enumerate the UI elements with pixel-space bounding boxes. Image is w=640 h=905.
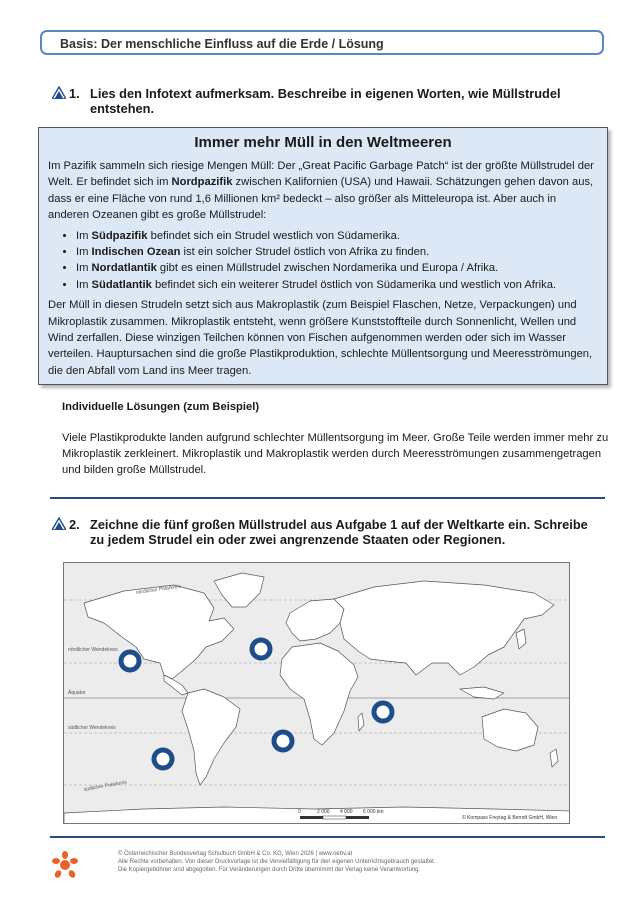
scale-label: 2 000 (317, 809, 330, 815)
worksheet-header (40, 30, 604, 55)
arctic-circle-label: nördlicher Polarkreis (135, 583, 182, 596)
info-box (38, 127, 608, 385)
info-paragraph-2: Der Müll in diesen Strudeln setzt sich aus Makroplastik (zum Beispiel Flaschen, Netze, Verpackungen) und Mikroplastik zusammen. Mikroplastik entsteht, wenn größere Kunststoffteile durch Sonnenlicht, Wellen und Wind zerfallen. Diese winzigen Teilchen können von Fischen aufgenommen werden oder sich im Wasser verteilen. Hauptursachen sind die große Plastikproduktion, schlechte Müllentsorgung und Meeresströmungen, die den Abfall vom Land ins Meer tragen. (48, 299, 593, 377)
task-2-text: Zeichne die fünf großen Müllstrudel aus Aufgabe 1 auf der Weltkarte ein. Schreibe zu jedem Strudel ein oder zwei angrenzende Staaten oder Regionen. (90, 517, 588, 547)
south-america-shape (182, 689, 240, 785)
gyre-list-item: • Im Südatlantik befindet sich ein weiterer Strudel östlich von Südamerika und westlich von Afrika. (76, 277, 598, 293)
solution-title: Individuelle Lösungen (zum Beispiel) (62, 401, 260, 413)
task-2-heading (52, 517, 612, 549)
africa-shape (280, 643, 358, 745)
info-box-title: Immer mehr Müll in den Weltmeeren (194, 134, 452, 151)
australia-shape (482, 709, 538, 751)
new-zealand-shape (550, 749, 558, 767)
task-1-text: Lies den Infotext aufmerksam. Beschreibe in eigenen Worten, wie Müllstrudel entstehen. (90, 86, 561, 116)
worksheet-title: Basis: Der menschliche Einfluss auf die Erde / Lösung (60, 37, 384, 51)
solution-text: Viele Plastikprodukte landen aufgrund schlechter Müllentsorgung im Meer. Große Teile werden immer mehr zu Mikroplastik zerkleinert. Mikroplastik und Makroplastik werden durch Meeresströmungen zusammengetragen und bilden große Müllstrudel. (62, 432, 609, 477)
madagascar-shape (358, 713, 364, 731)
info-paragraph-1: Im Pazifik sammeln sich riesige Mengen Müll: Der „Great Pacific Garbage Patch“ ist der größte Müllstrudel der Welt. Er befindet sich im Nordpazifik zwischen Kalifornien (USA) und Hawaii. Schätzungen gehen davon aus, dass er eine Fläche von rund 1,6 Millionen km² bedeckt – also größer als Mitteleuropa ist. Aber auch in anderen Ozeanen gibt es große Müllstrudel: (48, 160, 594, 222)
scale-label: 4 000 (340, 809, 353, 815)
difficulty-mountain-icon (52, 86, 66, 99)
garbage-patch-marker-north-atlantic (252, 640, 270, 658)
footer-text (118, 850, 598, 875)
task-1-heading (52, 86, 612, 118)
garbage-patch-marker-north-pacific (121, 652, 139, 670)
europe-shape (286, 599, 344, 641)
footer-line-1: © Österreichischer Bundesverlag Schulbuch GmbH & Co. KG, Wien 2026 | www.oebv.at (118, 851, 353, 857)
scale-label: 0 (298, 809, 301, 815)
central-america-shape (164, 675, 188, 695)
tropic-north-label: nördlicher Wendekreis (68, 647, 118, 653)
garbage-patch-marker-indian-ocean (374, 703, 392, 721)
antarctic-circle-label: südlicher Polarkreis (83, 779, 128, 793)
footer-line-3: Die Kopiergebühren sind abgegolten. Für Veränderungen durch Dritte übernimmt der Verlag keine Verantwortung. (118, 867, 421, 874)
japan-shape (516, 629, 526, 649)
gyre-list-item: • Im Südpazifik befindet sich ein Strudel westlich von Südamerika. (76, 228, 598, 244)
map-copyright: © Kompass Freytag & Berndt GmbH, Wien (462, 815, 558, 821)
task-1-number: 1. (69, 86, 80, 101)
indonesia-shape (460, 687, 504, 699)
garbage-patch-marker-south-pacific (154, 750, 172, 768)
section-divider (50, 497, 605, 499)
asia-shape (334, 581, 554, 675)
greenland-shape (214, 573, 264, 607)
task-2-number: 2. (69, 517, 80, 532)
gyre-list-item: • Im Nordatlantik gibt es einen Müllstrudel zwischen Nordamerika und Europa / Afrika. (76, 260, 598, 276)
difficulty-mountain-icon (52, 517, 66, 530)
world-map-graphic (64, 563, 570, 824)
gyre-list (48, 228, 598, 294)
north-america-shape (84, 585, 234, 679)
scale-label: 6 000 km (363, 809, 384, 815)
world-map (63, 562, 570, 824)
equator-label: Äquator (68, 690, 86, 696)
gyre-list-item: • Im Indischen Ozean ist ein solcher Strudel östlich von Afrika zu finden. (76, 244, 598, 260)
tropic-south-label: südlicher Wendekreis (68, 725, 116, 731)
publisher-logo-icon (52, 851, 78, 879)
footer-divider (50, 836, 605, 838)
garbage-patch-marker-south-atlantic (274, 732, 292, 750)
footer-line-2: Alle Rechte vorbehalten. Von dieser Druckvorlage ist die Vervielfältigung für den eigenen Unterrichtsgebrauch gestattet. (118, 859, 436, 866)
